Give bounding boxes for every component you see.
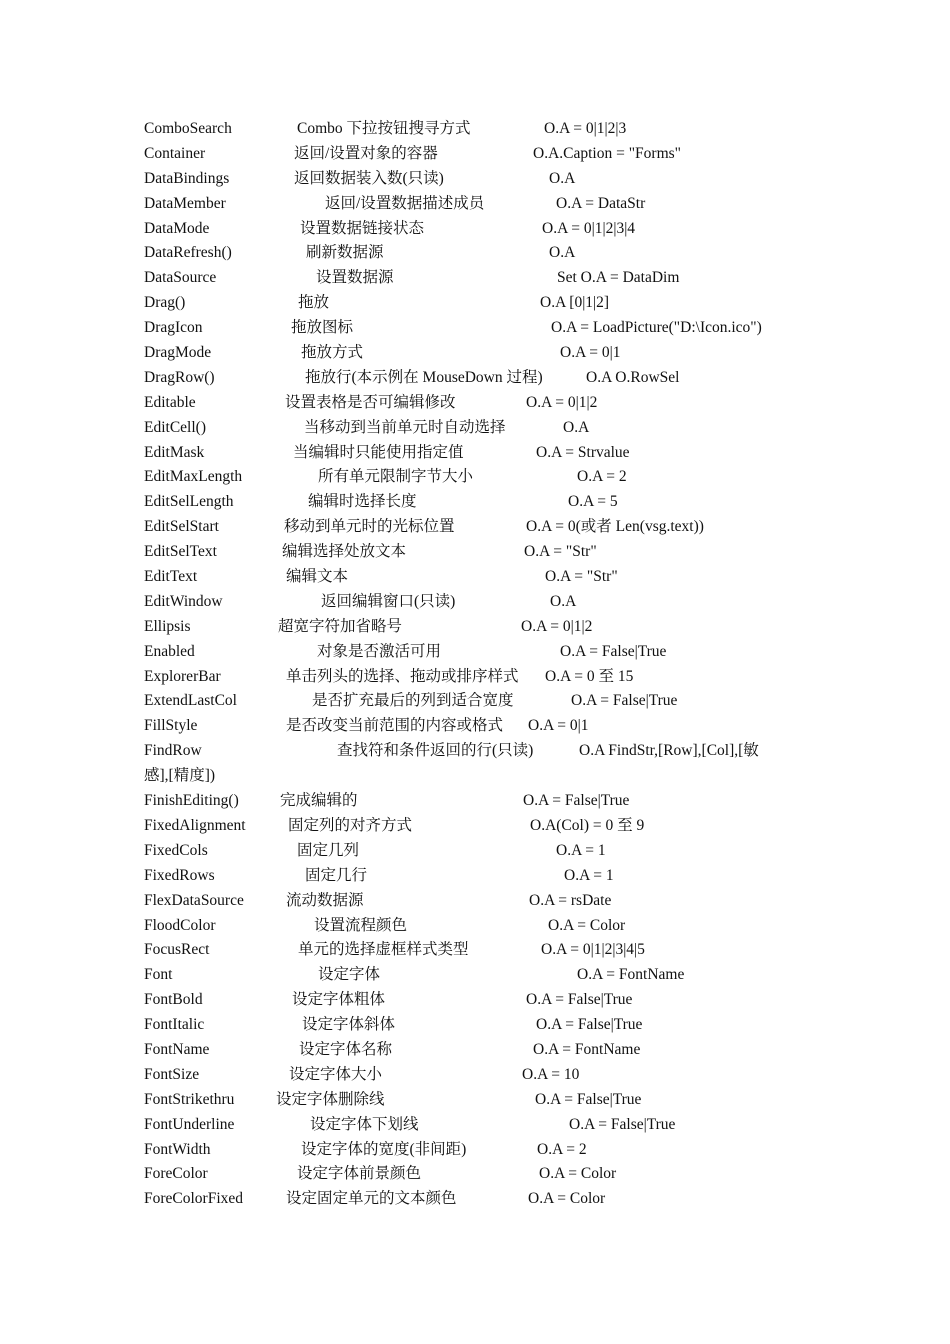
property-usage: O.A = 10	[522, 1065, 580, 1083]
property-name: FontName	[144, 1040, 210, 1058]
entry-row	[144, 316, 824, 341]
entry-row	[144, 540, 824, 565]
property-name: ExtendLastCol	[144, 692, 237, 710]
entry-row	[144, 914, 824, 939]
property-name: DragIcon	[144, 319, 203, 337]
property-usage: O.A = 2	[577, 468, 627, 486]
property-description: 编辑选择处放文本	[282, 543, 407, 561]
property-usage-continuation: 感],[精度])	[144, 767, 216, 785]
property-usage: O.A	[550, 592, 577, 610]
property-usage: O.A O.RowSel	[586, 368, 680, 386]
property-usage: O.A = 0 至 15	[545, 667, 634, 685]
property-usage: O.A = 0|1|2|3	[544, 120, 627, 137]
property-name: FixedRows	[144, 866, 215, 884]
property-usage: O.A = "Str"	[524, 543, 597, 561]
property-name: EditText	[144, 568, 198, 586]
entry-row	[144, 665, 824, 690]
entry-row	[144, 167, 824, 192]
property-usage: O.A.Caption = "Forms"	[533, 144, 681, 162]
property-description: 编辑时选择长度	[308, 493, 417, 511]
entry-row	[144, 1162, 824, 1187]
entry-row	[144, 789, 824, 814]
property-usage: O.A = LoadPicture("D:\Icon.ico")	[551, 319, 762, 337]
entry-row	[144, 714, 824, 739]
property-description: 流动数据源	[286, 891, 364, 909]
property-name: ForeColorFixed	[144, 1190, 244, 1208]
entry-row	[144, 515, 824, 540]
property-name: FontSize	[144, 1065, 200, 1083]
property-name: Editable	[144, 393, 196, 411]
entry-row	[144, 1038, 824, 1063]
property-name: DataSource	[144, 269, 217, 287]
property-name: DataMember	[144, 194, 226, 212]
entry-row	[144, 1187, 824, 1212]
property-usage: O.A = False|True	[569, 1115, 676, 1133]
property-description: 拖放	[298, 294, 330, 312]
property-name: FinishEditing()	[144, 792, 239, 810]
entry-row	[144, 889, 824, 914]
property-usage: O.A = DataStr	[556, 194, 646, 212]
entry-row	[144, 490, 824, 515]
property-usage: O.A = 0|1|2	[526, 393, 598, 411]
entry-row	[144, 1013, 824, 1038]
property-description: 单击列头的选择、拖动或排序样式	[286, 667, 519, 685]
property-name: Enabled	[144, 642, 195, 660]
property-description: 完成编辑的	[280, 792, 358, 810]
property-description: 所有单元限制字节大小	[318, 468, 474, 486]
property-name: DragRow()	[144, 368, 215, 386]
property-usage: O.A = False|True	[536, 1016, 643, 1034]
property-description: 设置表格是否可编辑修改	[285, 393, 456, 411]
property-name: EditSelLength	[144, 493, 234, 511]
property-usage: O.A = 0(或者 Len(vsg.text))	[526, 518, 704, 536]
entry-row	[144, 366, 824, 391]
property-usage: O.A(Col) = 0 至 9	[530, 816, 645, 834]
property-description: 是否扩充最后的列到适合宽度	[312, 692, 514, 710]
entry-row	[144, 689, 824, 714]
property-usage: O.A = 5	[568, 493, 618, 511]
entry-row	[144, 142, 824, 167]
entry-row	[144, 192, 824, 217]
property-usage: Set O.A = DataDim	[557, 269, 680, 287]
property-description: 设定字体的宽度(非间距)	[301, 1140, 467, 1158]
property-usage: O.A = False|True	[560, 642, 667, 660]
entry-row	[144, 1138, 824, 1163]
property-description: 超宽字符加省略号	[278, 617, 403, 635]
entry-row	[144, 217, 824, 242]
property-description: 设定字体名称	[299, 1040, 393, 1058]
property-usage: O.A = 0|1	[528, 717, 589, 735]
property-description: 设置数据源	[316, 269, 394, 287]
property-usage: O.A = Color	[528, 1190, 606, 1208]
property-description: 刷新数据源	[306, 244, 384, 262]
property-description: 设置数据链接状态	[300, 219, 425, 237]
property-description: 返回/设置数据描述成员	[325, 194, 485, 212]
property-description: 设定字体下划线	[310, 1115, 419, 1133]
entry-row	[144, 266, 824, 291]
property-description: 编辑文本	[286, 568, 349, 586]
property-usage: O.A = rsDate	[529, 891, 612, 909]
entry-row	[144, 1113, 824, 1138]
property-usage: O.A = 0|1	[560, 344, 621, 362]
property-usage: O.A = FontName	[577, 966, 685, 984]
property-usage: O.A = 0|1|2|3|4	[542, 219, 636, 237]
property-name: FontStrikethru	[144, 1090, 235, 1108]
property-description: 当编辑时只能使用指定值	[293, 443, 464, 461]
property-usage: O.A = False|True	[535, 1090, 642, 1108]
property-name: FixedCols	[144, 841, 208, 859]
property-description: 固定几行	[305, 866, 368, 884]
entry-row	[144, 416, 824, 441]
property-description: 查找符和条件返回的行(只读)	[337, 742, 534, 760]
entry-row	[144, 814, 824, 839]
property-description: 当移动到当前单元时自动选择	[304, 418, 506, 436]
property-list	[144, 117, 824, 1212]
entry-row	[144, 590, 824, 615]
property-name: ForeColor	[144, 1165, 208, 1183]
property-name: Drag()	[144, 294, 186, 312]
property-usage: O.A = FontName	[533, 1040, 641, 1058]
entry-row	[144, 864, 824, 889]
property-description: 设定固定单元的文本颜色	[286, 1190, 457, 1208]
property-description: 设置流程颜色	[314, 916, 408, 934]
property-name: FontUnderline	[144, 1115, 235, 1133]
property-description: 拖放方式	[301, 344, 364, 362]
entry-row	[144, 565, 824, 590]
property-description: 设定字体	[318, 966, 381, 984]
property-description: 返回/设置对象的容器	[294, 144, 438, 162]
property-name: Ellipsis	[144, 617, 191, 635]
property-usage: O.A = "Str"	[545, 568, 618, 586]
property-name: DataRefresh()	[144, 244, 232, 262]
property-usage: O.A = 0|1|2|3|4|5	[541, 941, 645, 959]
property-name: EditSelStart	[144, 518, 219, 536]
property-name: FloodColor	[144, 916, 216, 934]
property-name: FontBold	[144, 991, 203, 1009]
property-name: ComboSearch	[144, 120, 232, 137]
property-name: DataBindings	[144, 169, 230, 187]
property-usage: O.A = Color	[539, 1165, 617, 1183]
property-name: FixedAlignment	[144, 816, 246, 834]
entry-row	[144, 1063, 824, 1088]
property-usage: O.A = False|True	[571, 692, 678, 710]
property-description: 是否改变当前范围的内容或格式	[286, 717, 504, 735]
entry-row	[144, 938, 824, 963]
property-name: Container	[144, 144, 206, 162]
property-name: EditSelText	[144, 543, 217, 561]
property-description: 对象是否激活可用	[317, 642, 442, 660]
property-usage: O.A	[549, 169, 576, 187]
property-name: FillStyle	[144, 717, 198, 735]
property-description: 返回数据装入数(只读)	[294, 169, 444, 187]
property-usage: O.A = Color	[548, 916, 626, 934]
property-name: Font	[144, 966, 173, 984]
entry-row	[144, 117, 824, 142]
property-usage: O.A = 2	[537, 1140, 587, 1158]
entry-row	[144, 441, 824, 466]
property-name: EditWindow	[144, 592, 223, 610]
property-description: 固定列的对齐方式	[288, 816, 413, 834]
entry-row	[144, 739, 824, 764]
property-usage: O.A FindStr,[Row],[Col],[敏	[579, 742, 759, 760]
property-usage: O.A = False|True	[523, 792, 630, 810]
entry-row	[144, 291, 824, 316]
property-description: Combo 下拉按钮搜寻方式	[297, 120, 471, 137]
property-description: 设定字体斜体	[302, 1016, 396, 1034]
property-name: EditCell()	[144, 418, 206, 436]
property-description: 设定字体前景颜色	[297, 1165, 422, 1183]
property-usage: O.A = 1	[556, 841, 606, 859]
property-name: EditMaxLength	[144, 468, 243, 486]
entry-row	[144, 465, 824, 490]
property-name: FontWidth	[144, 1140, 211, 1158]
property-description: 设定字体删除线	[276, 1090, 385, 1108]
entry-row	[144, 1088, 824, 1113]
property-name: DragMode	[144, 344, 212, 362]
property-name: ExplorerBar	[144, 667, 221, 685]
property-usage: O.A = False|True	[526, 991, 633, 1009]
property-description: 返回编辑窗口(只读)	[321, 592, 456, 610]
property-description: 单元的选择虚框样式类型	[298, 941, 469, 959]
property-usage: O.A = 1	[564, 866, 614, 884]
entry-row	[144, 241, 824, 266]
property-description: 拖放行(本示例在 MouseDown 过程)	[305, 368, 543, 386]
entry-row	[144, 963, 824, 988]
property-usage: O.A = Strvalue	[536, 443, 630, 461]
property-description: 移动到单元时的光标位置	[284, 518, 455, 536]
property-usage: O.A	[549, 244, 576, 262]
entry-row	[144, 988, 824, 1013]
property-name: EditMask	[144, 443, 205, 461]
property-name: FlexDataSource	[144, 891, 244, 909]
entry-row	[144, 839, 824, 864]
property-usage: O.A = 0|1|2	[521, 617, 593, 635]
property-description: 固定几列	[297, 841, 360, 859]
entry-row	[144, 615, 824, 640]
entry-row	[144, 391, 824, 416]
entry-row	[144, 341, 824, 366]
entry-row	[144, 640, 824, 665]
property-description: 设定字体大小	[289, 1065, 383, 1083]
property-description: 拖放图标	[291, 319, 354, 337]
property-name: FindRow	[144, 742, 202, 760]
property-usage: O.A [0|1|2]	[540, 294, 610, 312]
property-name: FontItalic	[144, 1016, 205, 1034]
property-description: 设定字体粗体	[292, 991, 386, 1009]
property-name: FocusRect	[144, 941, 210, 959]
property-usage: O.A	[563, 418, 590, 436]
property-name: DataMode	[144, 219, 210, 237]
